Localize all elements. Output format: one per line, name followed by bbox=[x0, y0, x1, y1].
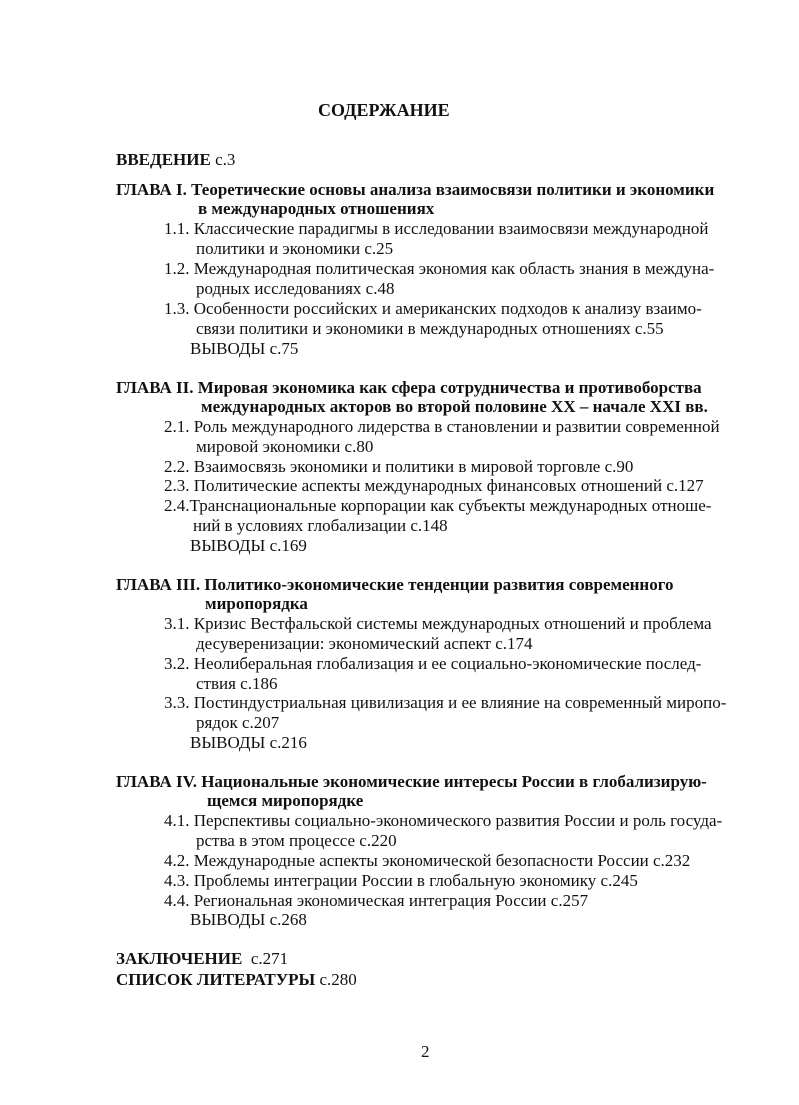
chapter-3-heading-cont: миропорядка bbox=[205, 594, 308, 613]
section-3-2-cont: ствия с.186 bbox=[196, 674, 278, 693]
section-1-1-cont: политики и экономики с.25 bbox=[196, 239, 394, 258]
chapter-1-heading-cont: в международных отношениях bbox=[198, 199, 435, 218]
section-2-1[interactable]: 2.1. Роль международного лидерства в становлении и развитии современной bbox=[164, 417, 720, 436]
section-3-1-cont: десуверенизации: экономический аспект с.174 bbox=[196, 634, 533, 653]
section-2-4[interactable]: 2.4.Транснациональные корпорации как субъекты международных отноше- bbox=[164, 496, 712, 515]
section-4-2[interactable]: 4.2. Международные аспекты экономической безопасности России с.232 bbox=[164, 851, 691, 870]
toc-conclusion[interactable] bbox=[116, 949, 288, 969]
section-4-3[interactable]: 4.3. Проблемы интеграции России в глобальную экономику с.245 bbox=[164, 871, 638, 890]
chapter-3-heading[interactable]: ГЛАВА III. Политико-экономические тенденции развития современного bbox=[116, 575, 674, 594]
chapter-4-heading-cont: щемся миропорядке bbox=[207, 791, 364, 810]
section-2-3[interactable]: 2.3. Политические аспекты международных финансовых отношений с.127 bbox=[164, 476, 704, 495]
chapter-4-heading[interactable]: ГЛАВА IV. Национальные экономические интересы России в глобализирую- bbox=[116, 772, 707, 791]
section-3-3[interactable]: 3.3. Постиндустриальная цивилизация и ее влияние на современный миропо- bbox=[164, 693, 727, 712]
toc-intro-heading: ВВЕДЕНИЕ bbox=[116, 150, 211, 169]
section-2-4-cont: ний в условиях глобализации с.148 bbox=[193, 516, 448, 535]
section-4-4[interactable]: 4.4. Региональная экономическая интеграция России с.257 bbox=[164, 891, 589, 910]
toc-bibliography-page: с.280 bbox=[319, 970, 357, 989]
toc-bibliography[interactable] bbox=[116, 970, 357, 990]
section-2-1-cont: мировой экономики с.80 bbox=[196, 437, 374, 456]
chapter-1-heading[interactable]: ГЛАВА I. Теоретические основы анализа взаимосвязи политики и экономики bbox=[116, 180, 715, 199]
page-number: 2 bbox=[421, 1042, 430, 1061]
section-1-2-cont: родных исследованиях с.48 bbox=[196, 279, 395, 298]
section-3-1[interactable]: 3.1. Кризис Вестфальской системы международных отношений и проблема bbox=[164, 614, 712, 633]
toc-conclusion-page: с.271 bbox=[250, 949, 289, 968]
chapter-1-conclusions[interactable]: ВЫВОДЫ с.75 bbox=[190, 339, 299, 358]
page-title: СОДЕРЖАНИЕ bbox=[318, 100, 450, 120]
section-2-2[interactable]: 2.2. Взаимосвязь экономики и политики в мировой торговле с.90 bbox=[164, 457, 634, 476]
toc-bibliography-heading: СПИСОК ЛИТЕРАТУРЫ bbox=[116, 970, 316, 989]
section-4-1-cont: рства в этом процессе с.220 bbox=[196, 831, 397, 850]
section-1-2[interactable]: 1.2. Международная политическая экономия как область знания в междуна- bbox=[164, 259, 715, 278]
section-3-2[interactable]: 3.2. Неолиберальная глобализация и ее социально-экономические послед- bbox=[164, 654, 702, 673]
toc-intro-page: с.3 bbox=[215, 150, 236, 169]
chapter-2-heading-cont: международных акторов во второй половине XX – начале XXI вв. bbox=[201, 397, 708, 416]
section-4-1[interactable]: 4.1. Перспективы социально-экономического развития России и роль госуда- bbox=[164, 811, 723, 830]
section-1-3[interactable]: 1.3. Особенности российских и американских подходов к анализу взаимо- bbox=[164, 299, 702, 318]
section-1-3-cont: связи политики и экономики в международных отношениях с.55 bbox=[196, 319, 664, 338]
chapter-3-conclusions[interactable]: ВЫВОДЫ с.216 bbox=[190, 733, 307, 752]
chapter-4-conclusions[interactable]: ВЫВОДЫ с.268 bbox=[190, 910, 307, 929]
chapter-2-heading[interactable]: ГЛАВА II. Мировая экономика как сфера сотрудничества и противоборства bbox=[116, 378, 702, 397]
toc-intro[interactable] bbox=[116, 150, 235, 170]
toc-conclusion-heading: ЗАКЛЮЧЕНИЕ bbox=[116, 949, 243, 968]
section-3-3-cont: рядок с.207 bbox=[196, 713, 280, 732]
section-1-1[interactable]: 1.1. Классические парадигмы в исследовании взаимосвязи международной bbox=[164, 219, 709, 238]
chapter-2-conclusions[interactable]: ВЫВОДЫ с.169 bbox=[190, 536, 307, 555]
